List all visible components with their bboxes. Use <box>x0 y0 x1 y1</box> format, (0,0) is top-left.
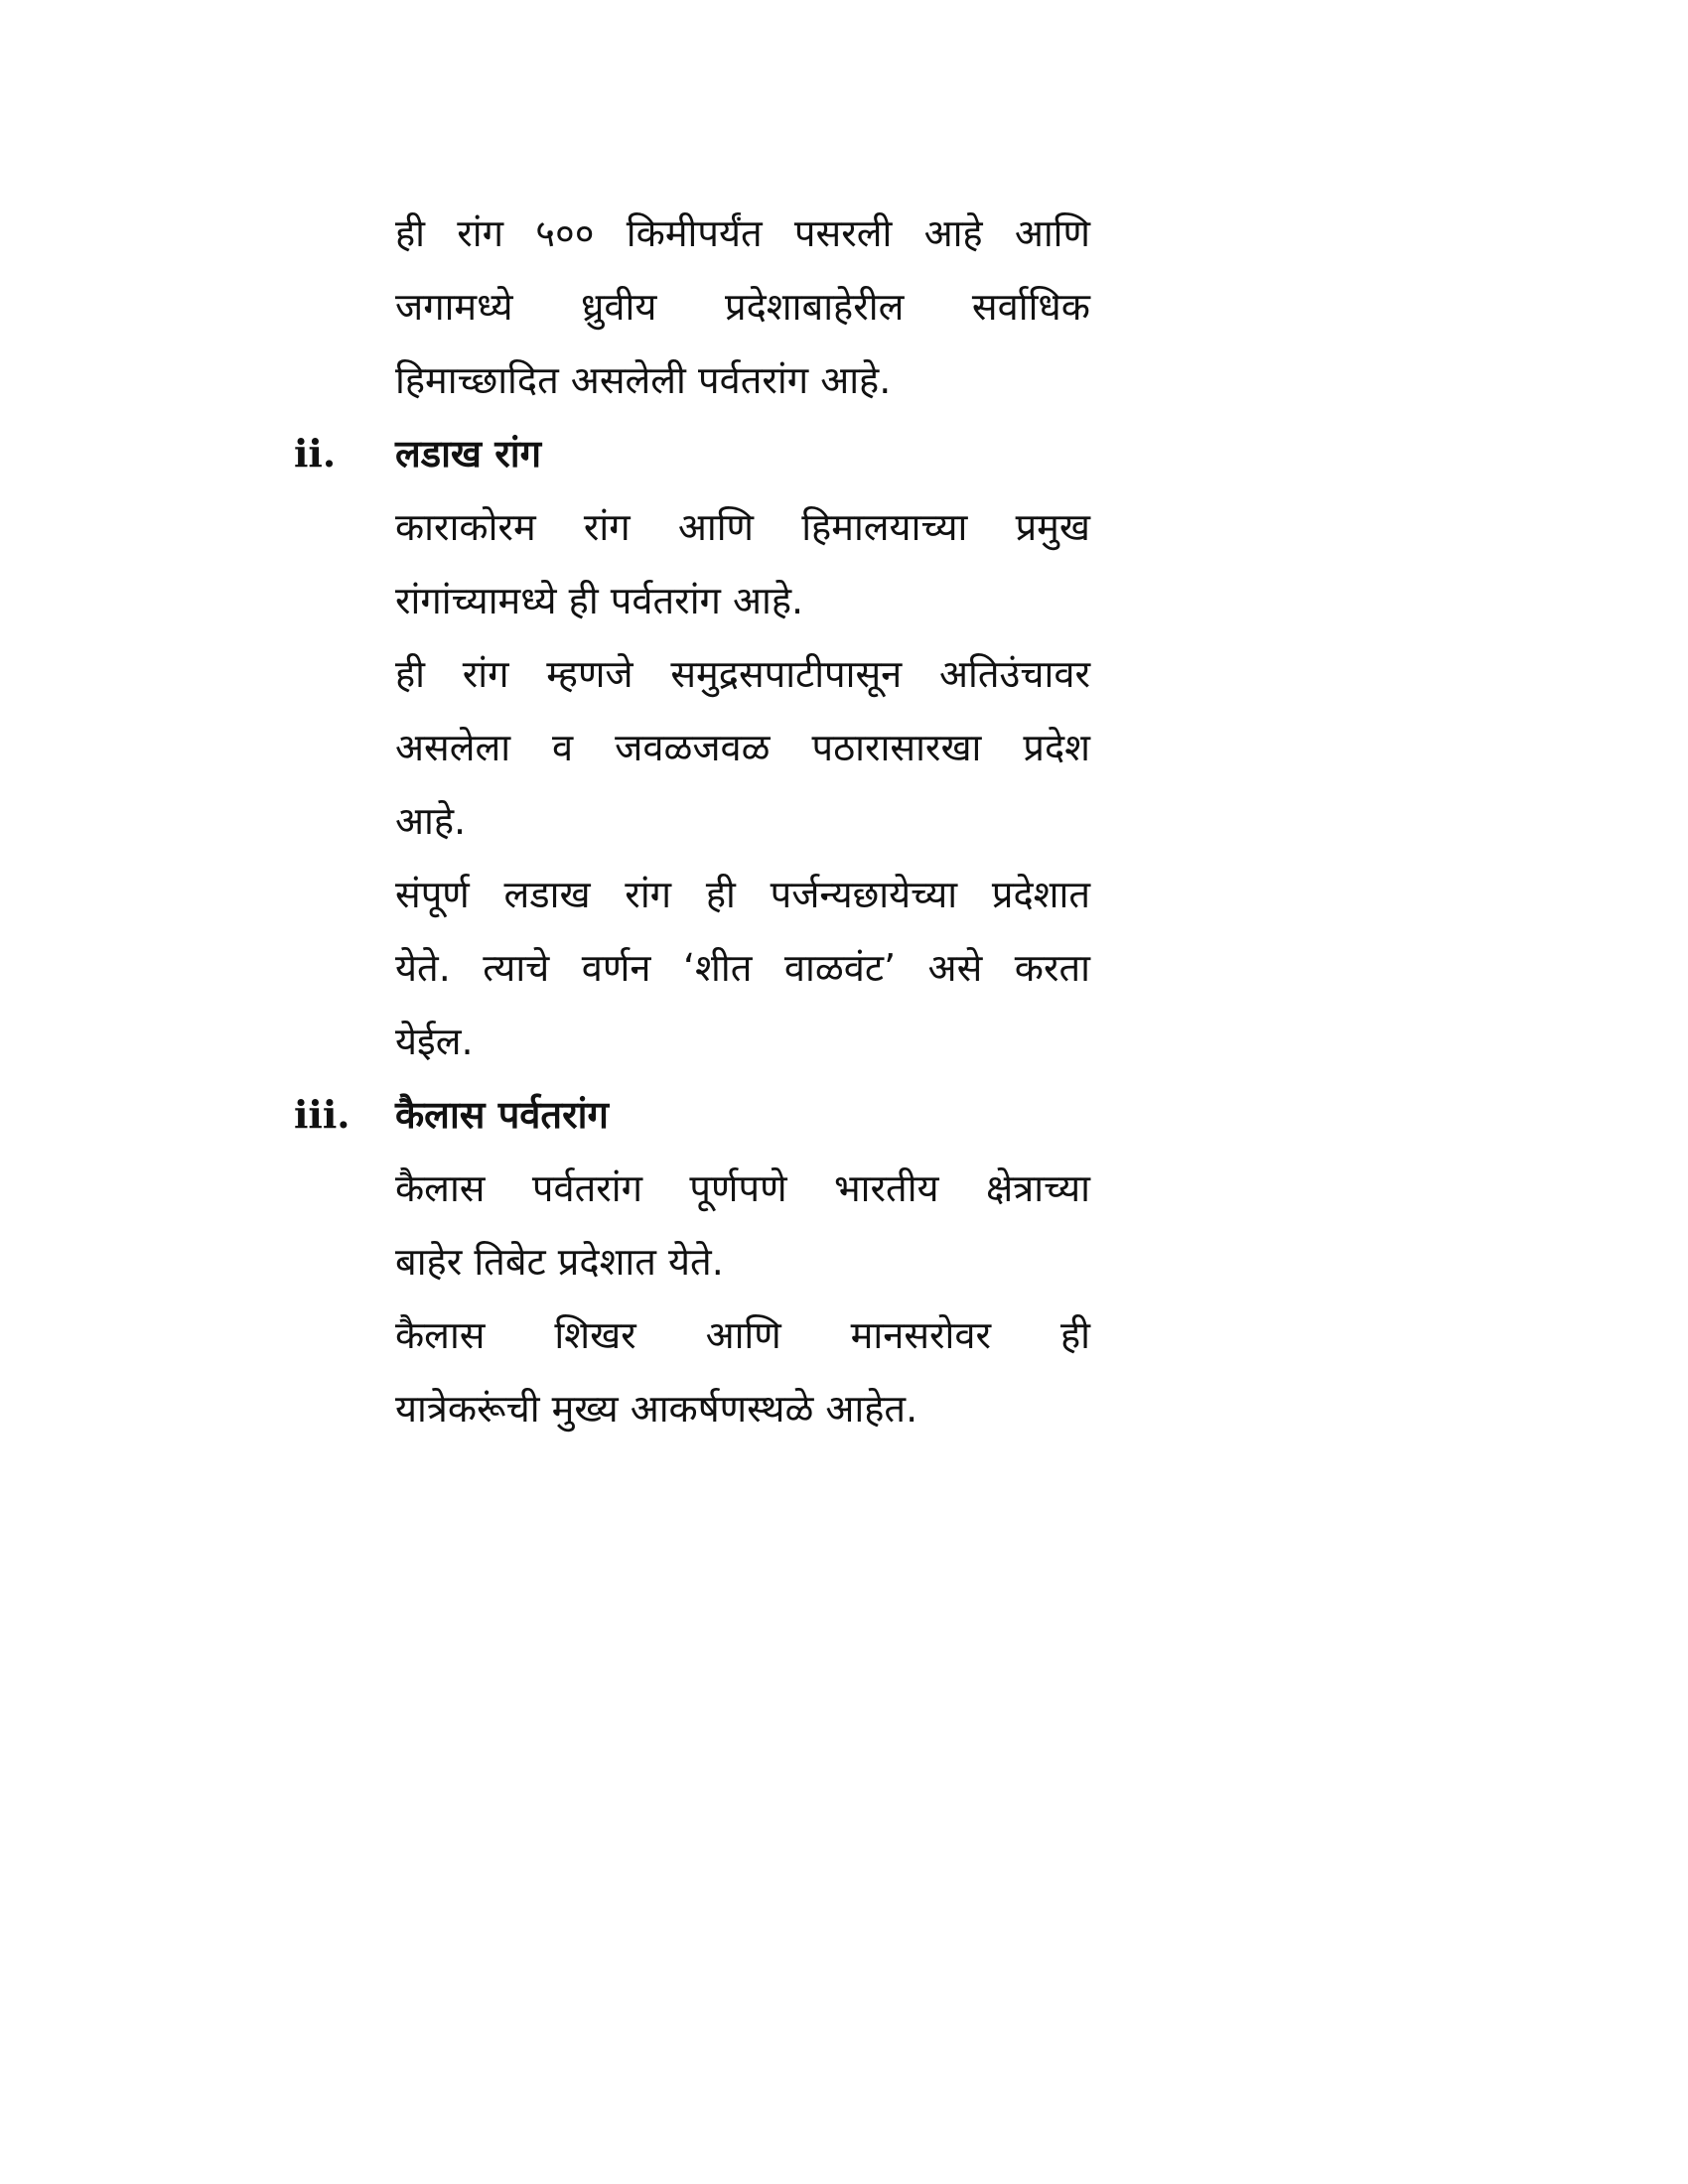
section-heading-ladakh <box>294 417 1188 490</box>
text-line: जगामध्ये ध्रुवीय प्रदेशाबाहेरील सर्वाधिक <box>395 285 1090 329</box>
section-numeral: ii. <box>294 431 337 476</box>
text-line: येईल. <box>395 1020 474 1063</box>
text-line: आहे. <box>395 799 467 843</box>
text-line: ही रांग म्हणजे समुद्रसपाटीपासून अतिउंचावर <box>395 652 1090 696</box>
paragraph <box>395 858 1090 1078</box>
paragraph <box>395 637 1090 858</box>
text-line: बाहेर तिबेट प्रदेशात येते. <box>395 1240 724 1284</box>
paragraph <box>395 1152 1090 1298</box>
text-line: कैलास पर्वतरांग पूर्णपणे भारतीय क्षेत्राच्या <box>395 1166 1090 1210</box>
section-heading-kailas <box>294 1078 1188 1152</box>
intro-paragraph <box>395 197 1090 417</box>
text-line: येते. त्याचे वर्णन ‘शीत वाळवंट’ असे करता <box>395 946 1090 990</box>
section-title: लडाख रांग <box>395 432 542 476</box>
section-title: कैलास पर्वतरांग <box>395 1093 609 1137</box>
section-numeral: iii. <box>294 1092 351 1137</box>
text-line: काराकोरम रांग आणि हिमालयाच्या प्रमुख <box>395 505 1090 549</box>
text-line: हिमाच्छादित असलेली पर्वतरांग आहे. <box>395 358 892 402</box>
text-line: असलेला व जवळजवळ पठारासारखा प्रदेश <box>395 726 1090 769</box>
paragraph <box>395 490 1090 637</box>
text-line: रांगांच्यामध्ये ही पर्वतरांग आहे. <box>395 579 804 622</box>
text-line: यात्रेकरूंची मुख्य आकर्षणस्थळे आहेत. <box>395 1387 918 1431</box>
text-line: ही रांग ५०० किमीपर्यंत पसरली आहे आणि <box>395 211 1090 255</box>
text-line: कैलास शिखर आणि मानसरोवर ही <box>395 1313 1090 1357</box>
text-line: संपूर्ण लडाख रांग ही पर्जन्यछायेच्या प्रदेशात <box>395 873 1090 916</box>
paragraph <box>395 1298 1090 1445</box>
